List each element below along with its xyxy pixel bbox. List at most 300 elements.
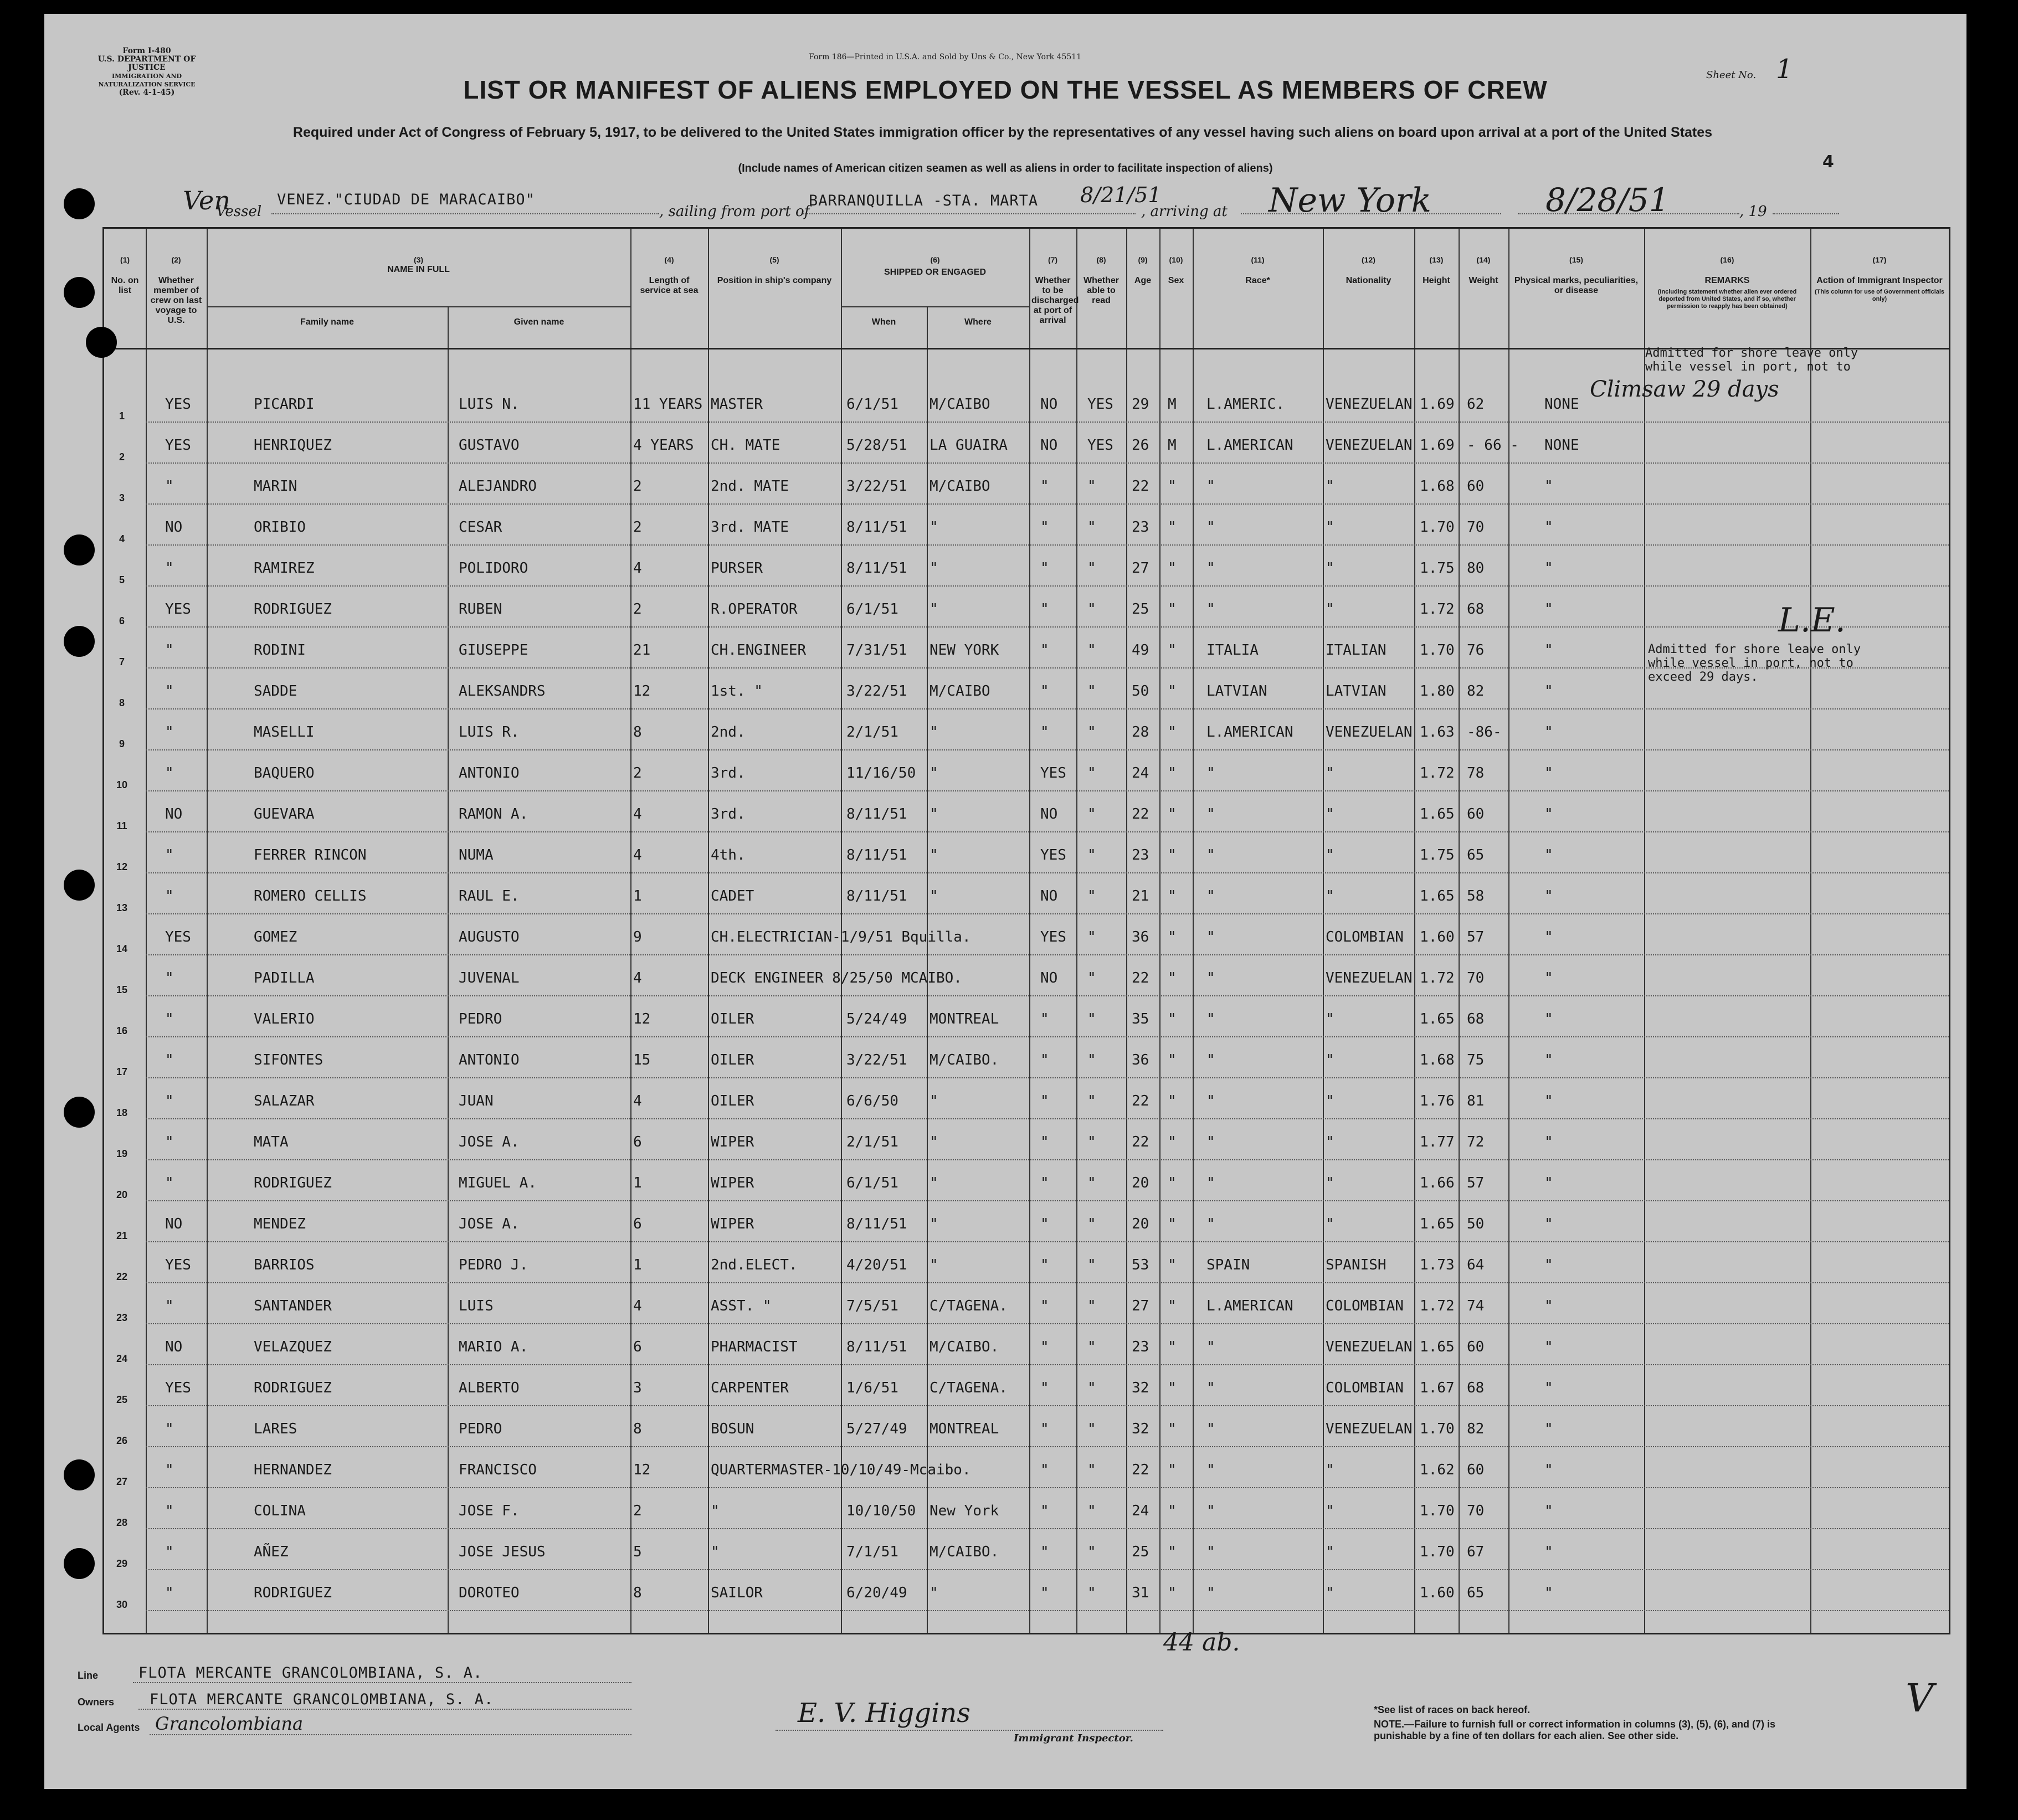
age: 25 [1132, 601, 1149, 618]
printer-line: Form 186—Printed in U.S.A. and Sold by Uns & Co., New York 45511 [809, 53, 1082, 61]
race: " [1206, 1339, 1215, 1355]
weight: 80 [1467, 560, 1485, 577]
age: 27 [1132, 1298, 1149, 1314]
able-to-read: YES [1087, 396, 1113, 413]
column-header-c13: Height [1423, 276, 1450, 285]
sex: " [1168, 1011, 1177, 1027]
nationality: " [1326, 519, 1334, 536]
nationality: VENEZUELAN [1326, 1339, 1413, 1355]
given-name: JOSE F. [459, 1503, 520, 1519]
age: 23 [1132, 519, 1149, 536]
able-to-read: " [1087, 601, 1096, 618]
last-voyage: " [165, 847, 174, 863]
able-to-read: " [1087, 1093, 1096, 1109]
service-length: 8 [633, 724, 642, 741]
sex: " [1168, 888, 1177, 904]
shipped-when: 5/27/49 [846, 1421, 907, 1437]
sex: " [1168, 970, 1177, 986]
remarks-note-1: Admitted for shore leave only while vessel in port, not to [1645, 346, 1858, 374]
column-divider [1810, 229, 1811, 1633]
given-name: PEDRO J. [459, 1257, 528, 1273]
family-name: ORIBIO [254, 519, 306, 536]
age: 22 [1132, 806, 1149, 822]
family-name: SIFONTES [254, 1052, 324, 1068]
service-length: 6 [633, 1216, 642, 1232]
races-note: *See list of races on back hereof. [1374, 1704, 1531, 1715]
age: 50 [1132, 683, 1149, 700]
punch-hole [64, 870, 95, 901]
last-voyage: " [165, 1421, 174, 1437]
column-number: (15) [1569, 255, 1583, 264]
discharged: " [1040, 1134, 1049, 1150]
race: " [1206, 847, 1215, 863]
row-number: 29 [116, 1558, 128, 1569]
able-to-read: " [1087, 1052, 1096, 1068]
column-number: (16) [1720, 255, 1734, 264]
position: 2nd. [711, 724, 746, 741]
row-rule [146, 1036, 1949, 1037]
sex: " [1168, 1052, 1177, 1068]
height: 1.69 [1420, 437, 1455, 454]
nationality: " [1326, 1093, 1334, 1109]
column-header-c17: Action of Immigrant Inspector [1816, 276, 1943, 285]
given-name: AUGUSTO [459, 929, 520, 945]
given-name: PEDRO [459, 1011, 502, 1027]
height: 1.72 [1420, 1298, 1455, 1314]
service-length: 4 [633, 1298, 642, 1314]
physical-marks: " [1544, 724, 1553, 741]
shipped-where: " [930, 519, 938, 536]
shipped-when: 6/1/51 [846, 601, 898, 618]
column-number: (1) [120, 255, 130, 264]
shipped-when: 1/6/51 [846, 1380, 898, 1396]
column-header-c7: Whether to be discharged at port of arrival [1031, 276, 1079, 325]
row-number: 20 [116, 1189, 128, 1200]
family-name: LARES [254, 1421, 297, 1437]
height: 1.68 [1420, 478, 1455, 495]
discharged: " [1040, 1093, 1049, 1109]
service: IMMIGRATION AND NATURALIZATION SERVICE [98, 73, 196, 88]
given-name: ANTONIO [459, 765, 520, 782]
weight: 82 [1467, 683, 1485, 700]
physical-marks: " [1544, 970, 1553, 986]
service-length: 9 [633, 929, 642, 945]
shipped-when: 4/20/51 [846, 1257, 907, 1273]
race: " [1206, 1216, 1215, 1232]
sex: " [1168, 519, 1177, 536]
service-length: 12 [633, 1011, 651, 1027]
discharged: " [1040, 1462, 1049, 1478]
column-note-c17: (This column for use of Government officials only) [1814, 289, 1945, 302]
row-number: 26 [116, 1435, 128, 1446]
row-number: 30 [116, 1599, 128, 1610]
nationality: COLOMBIAN [1326, 1298, 1404, 1314]
service-length: 21 [633, 642, 651, 659]
position: OILER [711, 1093, 754, 1109]
row-number: 23 [116, 1312, 128, 1323]
age: 32 [1132, 1421, 1149, 1437]
shipped-when: 5/28/51 [846, 437, 907, 454]
able-to-read: " [1087, 847, 1096, 863]
row-rule [146, 544, 1949, 546]
physical-marks: " [1544, 478, 1553, 495]
row-number: 8 [119, 697, 125, 708]
given-name: ALEJANDRO [459, 478, 537, 495]
column-number: (11) [1251, 255, 1265, 264]
punch-hole [86, 327, 117, 358]
weight: 76 [1467, 642, 1485, 659]
column-number: (6) [930, 255, 940, 264]
height: 1.73 [1420, 1257, 1455, 1273]
requirement-text: Required under Act of Congress of February 5, 1917, to be delivered to the United States immigration officer by the representatives of any vessel having such aliens on board upon arrival at a port of the United States [292, 125, 1713, 140]
service-length: 4 YEARS [633, 437, 694, 454]
shipped-where: " [930, 1175, 938, 1191]
weight: 72 [1467, 1134, 1485, 1150]
able-to-read: " [1087, 806, 1096, 822]
weight: 82 [1467, 1421, 1485, 1437]
shipped-where: " [930, 1585, 938, 1601]
last-voyage: YES [165, 1257, 191, 1273]
sex: " [1168, 560, 1177, 577]
crew-table [102, 227, 1950, 1634]
column-divider [1644, 229, 1645, 1633]
row-number: 6 [119, 615, 125, 626]
physical-marks: " [1544, 847, 1553, 863]
physical-marks: " [1544, 1421, 1553, 1437]
row-rule [146, 831, 1949, 832]
weight: - 66 - [1467, 437, 1519, 454]
race: L.AMERICAN [1206, 724, 1293, 741]
discharged: " [1040, 1011, 1049, 1027]
discharged: " [1040, 1175, 1049, 1191]
nationality: SPANISH [1326, 1257, 1387, 1273]
race: LATVIAN [1206, 683, 1267, 700]
line-label: Line [78, 1670, 99, 1681]
nationality: VENEZUELAN [1326, 724, 1413, 741]
penalty-note: NOTE.—Failure to furnish full or correct information in columns (3), (5), (6), and (7) is punishable by a fine of ten dollars for each alien. See other side. [1374, 1719, 1776, 1741]
race: " [1206, 765, 1215, 782]
physical-marks: " [1544, 1585, 1553, 1601]
row-rule [146, 1487, 1949, 1488]
row-number: 18 [116, 1107, 128, 1118]
last-voyage: YES [165, 396, 191, 413]
row-rule [146, 1323, 1949, 1324]
able-to-read: YES [1087, 437, 1113, 454]
nationality: " [1326, 1585, 1334, 1601]
race: " [1206, 1052, 1215, 1068]
shipped-when: 3/22/51 [846, 1052, 907, 1068]
arriving-port: New York [1269, 181, 1431, 220]
height: 1.65 [1420, 806, 1455, 822]
family-name: RODRIGUEZ [254, 1380, 332, 1396]
column-header-c16: REMARKS [1704, 276, 1750, 285]
sex: " [1168, 1380, 1177, 1396]
nationality: " [1326, 1544, 1334, 1560]
column-divider [1076, 229, 1077, 1633]
shipped-when: 3/22/51 [846, 683, 907, 700]
position: R.OPERATOR [711, 601, 798, 618]
row-number: 24 [116, 1353, 128, 1364]
family-name: GOMEZ [254, 929, 297, 945]
discharged: YES [1040, 847, 1066, 863]
sailing-port: BARRANQUILLA -STA. MARTA [809, 192, 1039, 209]
physical-marks: " [1544, 519, 1553, 536]
position: CH.ELECTRICIAN-1/9/51 Bquilla. [711, 929, 971, 945]
margin-note: Ven [183, 186, 230, 215]
family-name: PADILLA [254, 970, 315, 986]
sex: " [1168, 929, 1177, 945]
nationality: " [1326, 1011, 1334, 1027]
physical-marks: " [1544, 1339, 1553, 1355]
discharged: " [1040, 519, 1049, 536]
manifest-sheet [44, 14, 1966, 1789]
physical-marks: " [1544, 560, 1553, 577]
column-divider [146, 229, 147, 1633]
include-note: (Include names of American citizen seamen as well as aliens in order to facilitate inspection of aliens) [738, 162, 1273, 174]
weight: 57 [1467, 929, 1485, 945]
inspector-label: Immigrant Inspector. [1014, 1732, 1133, 1744]
given-name: LUIS [459, 1298, 494, 1314]
height: 1.65 [1420, 1216, 1455, 1232]
column-header-c5: Position in ship's company [717, 276, 832, 285]
shipped-where: NEW YORK [930, 642, 999, 659]
physical-marks: " [1544, 929, 1553, 945]
column-number: (2) [171, 255, 181, 264]
row-number: 25 [116, 1394, 128, 1405]
family-name: SANTANDER [254, 1298, 332, 1314]
last-voyage: " [165, 1462, 174, 1478]
family-name: COLINA [254, 1503, 306, 1519]
row-number: 2 [119, 451, 125, 462]
column-divider [1414, 229, 1415, 1633]
subheader-divider [207, 306, 630, 307]
height: 1.69 [1420, 396, 1455, 413]
position: BOSUN [711, 1421, 754, 1437]
row-number: 16 [116, 1025, 128, 1036]
family-name: RODINI [254, 642, 306, 659]
inspector-le-mark: L.E. [1778, 601, 1846, 640]
row-rule [146, 1446, 1949, 1447]
able-to-read: " [1087, 1585, 1096, 1601]
able-to-read: " [1087, 519, 1096, 536]
age: 21 [1132, 888, 1149, 904]
row-rule [146, 872, 1949, 873]
discharged: NO [1040, 437, 1058, 454]
last-voyage: " [165, 1585, 174, 1601]
row-rule [146, 1077, 1949, 1078]
service-length: 1 [633, 888, 642, 904]
physical-marks: " [1544, 1298, 1553, 1314]
family-name: RODRIGUEZ [254, 601, 332, 618]
row-rule [146, 1241, 1949, 1242]
punch-hole [64, 1097, 95, 1128]
sex: " [1168, 1175, 1177, 1191]
column-header-c15: Physical marks, peculiarities, or disease [1514, 276, 1639, 295]
shipped-when: 8/11/51 [846, 888, 907, 904]
row-rule [146, 1200, 1949, 1201]
height: 1.72 [1420, 601, 1455, 618]
race: " [1206, 1093, 1215, 1109]
weight: 60 [1467, 1462, 1485, 1478]
able-to-read: " [1087, 1134, 1096, 1150]
shipped-when: 6/20/49 [846, 1585, 907, 1601]
position: 3rd. [711, 765, 746, 782]
shipped-where: M/CAIBO. [930, 1339, 999, 1355]
given-name: LUIS R. [459, 724, 520, 741]
height: 1.75 [1420, 560, 1455, 577]
discharged: " [1040, 1421, 1049, 1437]
shipped-when: 7/1/51 [846, 1544, 898, 1560]
inspector-signature: E. V. Higgins [798, 1698, 971, 1729]
position: 3rd. [711, 806, 746, 822]
age: 31 [1132, 1585, 1149, 1601]
given-name: RUBEN [459, 601, 502, 618]
position: 2nd.ELECT. [711, 1257, 798, 1273]
remarks-note-2: Admitted for shore leave only while vessel in port, not to exceed 29 days. [1648, 642, 1861, 684]
nationality: ITALIAN [1326, 642, 1387, 659]
row-rule [146, 708, 1949, 710]
nationality: " [1326, 601, 1334, 618]
physical-marks: " [1544, 1052, 1553, 1068]
position: 3rd. MATE [711, 519, 789, 536]
vessel-line [78, 181, 1961, 224]
last-voyage: " [165, 1544, 174, 1560]
row-rule [146, 626, 1949, 628]
column-divider [630, 229, 631, 1633]
shipped-where: " [930, 806, 938, 822]
height: 1.63 [1420, 724, 1455, 741]
row-number: 12 [116, 861, 128, 872]
able-to-read: " [1087, 1380, 1096, 1396]
column-divider [1323, 229, 1324, 1633]
physical-marks: " [1544, 1503, 1553, 1519]
age: 35 [1132, 1011, 1149, 1027]
given-name: ALBERTO [459, 1380, 520, 1396]
age: 53 [1132, 1257, 1149, 1273]
last-voyage: " [165, 724, 174, 741]
able-to-read: " [1087, 1257, 1096, 1273]
column-note-c16: (Including statement whether alien ever ordered deported from United States, and if so, whether permission to reapply has been obtained) [1657, 289, 1797, 310]
shipped-where: MONTREAL [930, 1011, 999, 1027]
sex: " [1168, 478, 1177, 495]
last-voyage: YES [165, 1380, 191, 1396]
last-voyage: NO [165, 806, 183, 822]
shipped-when: 10/10/50 [846, 1503, 916, 1519]
column-number: (4) [664, 255, 674, 264]
weight: 64 [1467, 1257, 1485, 1273]
sex: " [1168, 1421, 1177, 1437]
height: 1.60 [1420, 929, 1455, 945]
nationality: " [1326, 478, 1334, 495]
weight: 57 [1467, 1175, 1485, 1191]
last-voyage: " [165, 765, 174, 782]
family-name: SALAZAR [254, 1093, 315, 1109]
family-name: MARIN [254, 478, 297, 495]
last-voyage: " [165, 1175, 174, 1191]
sex: " [1168, 806, 1177, 822]
remarks-note-1-hand: Climsaw 29 days [1590, 377, 1779, 402]
sex: " [1168, 642, 1177, 659]
race: L.AMERIC. [1206, 396, 1285, 413]
race: " [1206, 1421, 1215, 1437]
shipped-when: 7/5/51 [846, 1298, 898, 1314]
column-number: (10) [1169, 255, 1183, 264]
nationality: " [1326, 765, 1334, 782]
column-header-c9: Age [1134, 276, 1152, 285]
nationality: LATVIAN [1326, 683, 1387, 700]
race: SPAIN [1206, 1257, 1250, 1273]
owners-value: FLOTA MERCANTE GRANCOLOMBIANA, S. A. [150, 1691, 494, 1708]
column-header-c10: Sex [1168, 276, 1184, 285]
height: 1.65 [1420, 1339, 1455, 1355]
age: 22 [1132, 1093, 1149, 1109]
last-voyage: " [165, 888, 174, 904]
shipped-where: " [930, 1134, 938, 1150]
shipped-when: 7/31/51 [846, 642, 907, 659]
service-length: 8 [633, 1585, 642, 1601]
position: CH. MATE [711, 437, 781, 454]
able-to-read: " [1087, 888, 1096, 904]
race: " [1206, 929, 1215, 945]
race: L.AMERICAN [1206, 437, 1293, 454]
nationality: COLOMBIAN [1326, 929, 1404, 945]
discharged: NO [1040, 806, 1058, 822]
discharged: YES [1040, 765, 1066, 782]
department: U.S. DEPARTMENT OF JUSTICE [97, 55, 196, 72]
column-header-c1: No. on list [111, 276, 139, 295]
shipped-where: " [930, 601, 938, 618]
race: " [1206, 1462, 1215, 1478]
physical-marks: " [1544, 601, 1553, 618]
last-voyage: YES [165, 601, 191, 618]
discharged: NO [1040, 888, 1058, 904]
family-name: FERRER RINCON [254, 847, 367, 863]
row-number: 3 [119, 492, 125, 503]
service-length: 2 [633, 765, 642, 782]
physical-marks: " [1544, 1257, 1553, 1273]
shipped-where: " [930, 1257, 938, 1273]
position: PHARMACIST [711, 1339, 798, 1355]
discharged: " [1040, 1257, 1049, 1273]
column-header-c8: Whether able to read [1084, 276, 1119, 305]
race: " [1206, 478, 1215, 495]
service-length: 12 [633, 1462, 651, 1478]
last-voyage: " [165, 560, 174, 577]
discharged: " [1040, 601, 1049, 618]
shipped-where: " [930, 724, 938, 741]
column-header-c6: SHIPPED OR ENGAGED [884, 268, 987, 277]
sex: " [1168, 683, 1177, 700]
last-voyage: " [165, 1503, 174, 1519]
position: 4th. [711, 847, 746, 863]
discharged: NO [1040, 970, 1058, 986]
shipped-where: M/CAIBO [930, 396, 990, 413]
service-length: 11 YEARS [633, 396, 703, 413]
position: MASTER [711, 396, 763, 413]
sheet-value: 1 [1775, 54, 1793, 85]
weight: 70 [1467, 1503, 1485, 1519]
last-voyage: " [165, 478, 174, 495]
column-header-c14: Weight [1468, 276, 1498, 285]
physical-marks: NONE [1544, 437, 1579, 454]
given-name: PEDRO [459, 1421, 502, 1437]
service-length: 4 [633, 1093, 642, 1109]
age: 49 [1132, 642, 1149, 659]
last-voyage: " [165, 1011, 174, 1027]
owners-label: Owners [78, 1696, 115, 1708]
column-number: (7) [1047, 255, 1058, 264]
weight: 74 [1467, 1298, 1485, 1314]
